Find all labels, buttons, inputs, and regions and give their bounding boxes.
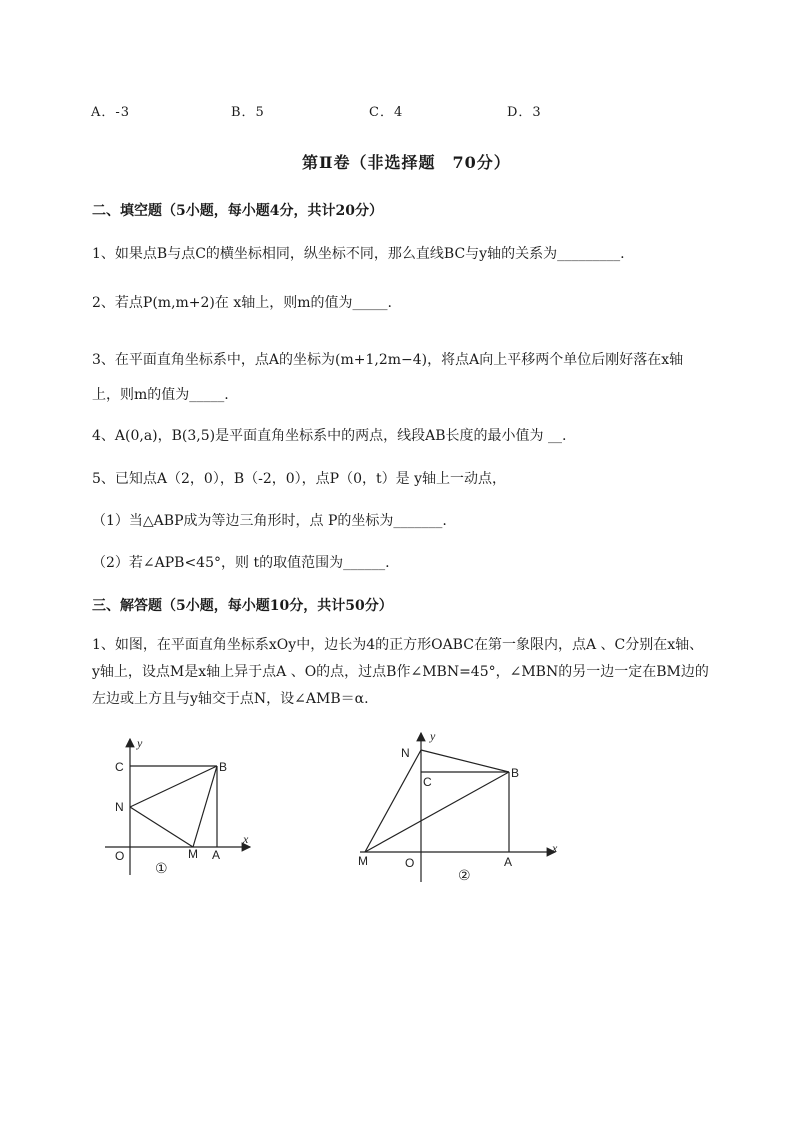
y-axis-label: y	[137, 736, 143, 750]
figure-2-caption: ②	[458, 867, 471, 883]
x-axis-label: x	[243, 832, 249, 846]
point-c-label: C	[423, 775, 432, 789]
point-c-label: C	[115, 760, 124, 774]
figure-1-caption: ①	[155, 860, 168, 876]
question-subitem: （2）若∠APB<45°，则 t的取值范围为______.	[92, 555, 390, 571]
question-text: 上，则m的值为_____.	[92, 387, 229, 403]
problem-text: y轴上，设点M是x轴上异于点A 、O的点，过点B作∠MBN=45°，∠MBN的另一边一定在BM边的	[92, 664, 709, 680]
section-answer-heading: 三、解答题（5小题，每小题10分，共计50分）	[92, 598, 393, 614]
section-fill-blank-heading: 二、填空题（5小题，每小题4分，共计20分）	[92, 203, 383, 219]
problem-text: 左边或上方且与y轴交于点N，设∠AMB＝α.	[92, 691, 369, 707]
question-text: 3、在平面直角坐标系中，点A的坐标为(m+1,2m−4)，将点A向上平移两个单位后刚好落在x轴	[92, 352, 684, 368]
question-text: 5、已知点A（2，0），B（-2，0），点P（0，t）是 y轴上一动点，	[92, 471, 506, 487]
point-a-label: A	[504, 855, 513, 869]
segment-mb	[193, 766, 217, 847]
option-c: C．4	[369, 105, 404, 120]
option-d: D．3	[507, 105, 542, 120]
y-axis-label: y	[430, 729, 436, 743]
option-a: A．-3	[91, 105, 131, 120]
segment-nm	[130, 807, 193, 847]
segment-nb	[130, 766, 217, 807]
problem-text: 1、如图，在平面直角坐标系xOy中，边长为4的正方形OABC在第一象限内，点A 、C分别在x轴、	[92, 637, 704, 653]
answer-options	[0, 101, 794, 121]
point-b-label: B	[219, 760, 228, 774]
point-n-label: N	[115, 800, 124, 814]
figure-2	[350, 725, 570, 890]
part-title: 第Ⅱ卷（非选择题 70分）	[302, 153, 511, 172]
point-n-label: N	[401, 746, 410, 760]
point-m-label: M	[358, 854, 368, 868]
option-b: B．5	[231, 105, 265, 120]
question-subitem: （1）当△ABP成为等边三角形时，点 P的坐标为_______.	[92, 513, 447, 529]
question-text: 1、如果点B与点C的横坐标相同，纵坐标不同，那么直线BC与y轴的关系为_________.	[92, 246, 625, 262]
origin-label: O	[405, 856, 415, 870]
question-text: 4、A(0,a)，B(3,5)是平面直角坐标系中的两点，线段AB长度的最小值为 __.	[92, 428, 567, 444]
point-m-label: M	[188, 847, 198, 861]
x-axis-label: x	[552, 841, 558, 855]
question-text: 2、若点P(m,m+2)在 x轴上，则m的值为_____.	[92, 295, 392, 311]
point-a-label: A	[212, 848, 221, 862]
origin-label: O	[115, 849, 125, 863]
figure-1	[95, 725, 265, 885]
point-b-label: B	[511, 766, 520, 780]
segment-nb	[421, 750, 509, 772]
